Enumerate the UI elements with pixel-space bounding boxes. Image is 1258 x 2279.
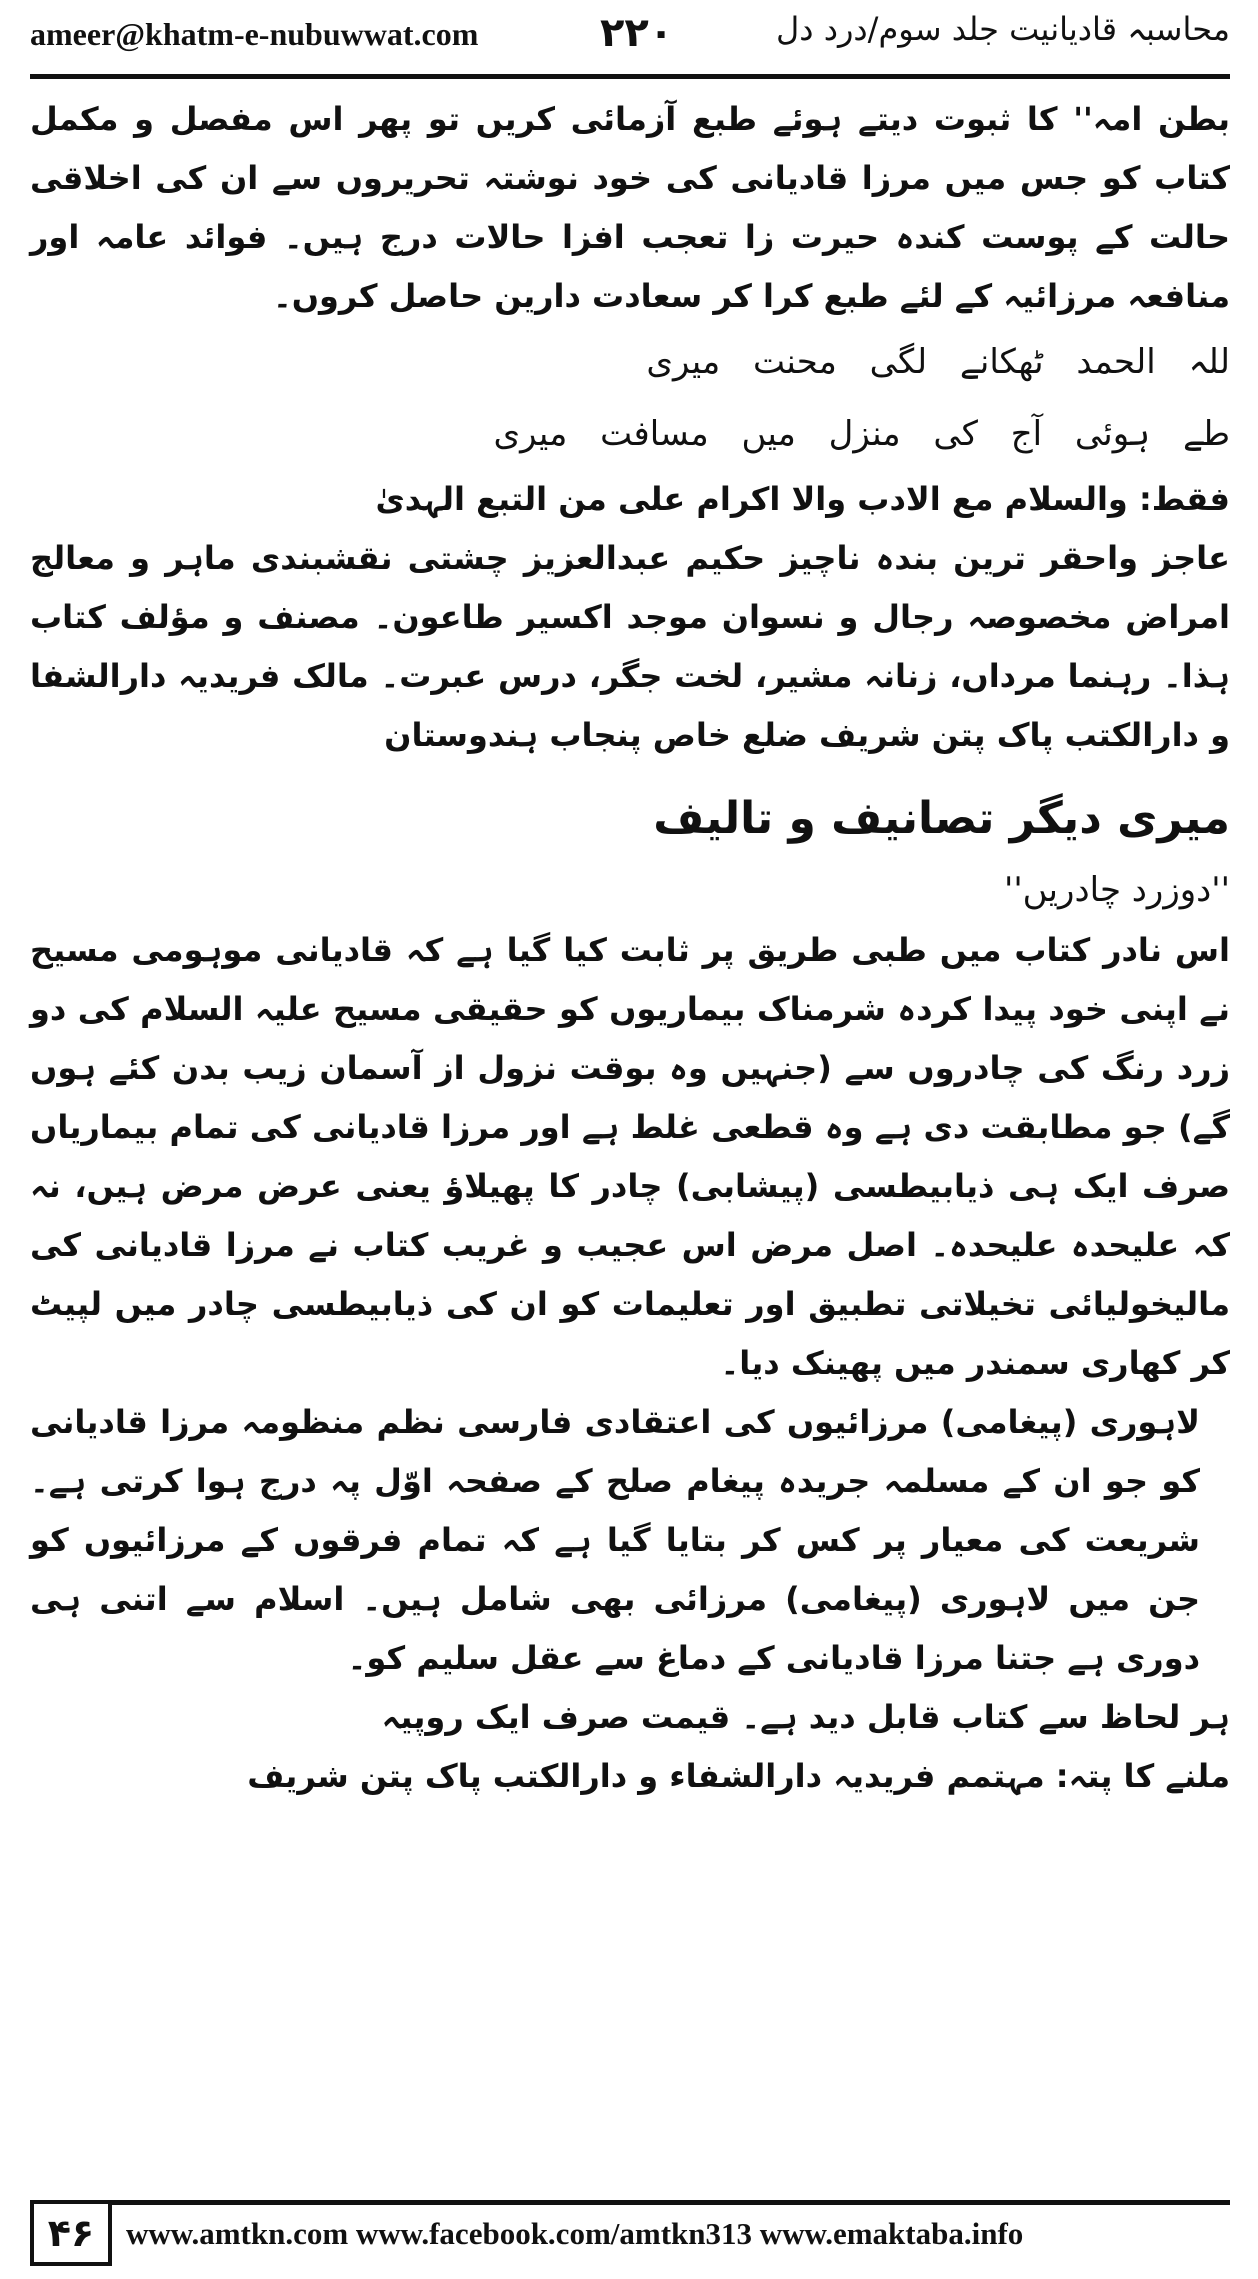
book-subheading: ''دوزرد چادریں'' [1003,870,1230,910]
footer-links: www.amtkn.com www.facebook.com/amtkn313 www.emaktaba.info [126,2216,1024,2251]
paragraph-book-description: اس نادر کتاب میں طبی طریق پر ثابت کیا گیا ہے کہ قادیانی موہومی مسیح نے اپنی خود پیدا کردہ شرمناک بیماریوں کو حقیقی مسیح علیہ السلام کی دو زرد رنگ کی چادروں سے (جنہیں وہ بوقت نزول از آسمان زیب بدن کئے ہوں گے) جو مطابقت دی ہے وہ قطعی غلط ہے اور مرزا قادیانی کی تمام بیماریاں صرف ایک ہی ذیابیطسی (پیشابی) چادر کا پھیلاؤ یعنی عرض مرض ہیں، نہ کہ علیحدہ علیحدہ۔ اصل مرض اس عجیب و غریب کتاب نے مرزا قادیانی کی مالیخولیائی تخیلاتی تطبیق اور تعلیمات کو ان کی ذیابیطسی چادر میں لپیٹ کر کھاری سمندر میں پھینک دیا۔ [30,931,1230,1382]
page-footer [30,2200,1230,2270]
header-book-title: محاسبہ قادیانیت جلد سوم/درد دل [776,10,1230,48]
paragraph-lahori: لاہوری (پیغامی) مرزائیوں کی اعتقادی فارسی نظم منظومہ مرزا قادیانی کو جو ان کے مسلمہ جریدہ پیغام صلح کے صفحہ اوّل پہ درج ہوا کرتی ہے۔ شریعت کی معیار پر کس کر بتایا گیا ہے کہ تمام فرقوں کے مرزائیوں کو جن میں لاہوری (پیغامی) مرزائی بھی شامل ہیں۔ اسلام سے اتنی ہی دوری ہے جتنا مرزا قادیانی کے دماغ سے عقل سلیم کو۔ [30,1403,1200,1677]
author-signature: عاجز واحقر ترین بندہ ناچیز حکیم عبدالعزیز چشتی نقشبندی ماہر و معالج امراض مخصوصہ رجال و نسوان موجد اکسیر طاعون۔ مصنف و مؤلف کتاب ہذا۔ رہنما مرداں، زنانہ مشیر، لخت جگر، درس عبرت۔ مالک فریدیہ دارالشفا و دارالکتب پاک پتن شریف ضلع خاص پنجاب ہندوستان [30,539,1230,754]
address-line: ملنے کا پتہ: مہتمم فریدیہ دارالشفاء و دارالکتب پاک پتن شریف [247,1757,1230,1795]
verse-line-2: طے ہوئی آج کی منزل میں مسافت میری [493,414,1230,454]
footer-rule [110,2200,1230,2205]
header-page-number: ۲۲۰ [600,10,674,56]
paragraph-intro: بطن امہ'' کا ثبوت دیتے ہوئے طبع آزمائی کریں تو پھر اس مفصل و مکمل کتاب کو جس میں مرزا قادیانی کی خود نوشتہ تحریروں سے ان کی اخلاقی حالت کے پوست کندہ حیرت زا تعجب افزا حالات درج ہیں۔ فوائد عامہ اور منافعہ مرزائیہ کے لئے طبع کرا کر سعادت دارین حاصل کروں۔ [30,100,1230,315]
salutation: فقط: والسلام مع الادب والا اکرام علی من التبع الہدیٰ [375,480,1230,518]
section-heading: میری دیگر تصانیف و تالیف [653,793,1230,844]
verse-line-1: للہ الحمد ٹھکانے لگی محنت میری [646,342,1230,382]
page-body [30,90,1230,2120]
header-email: ameer@khatm-e-nubuwwat.com [30,16,479,52]
footer-page-number: ۴۶ [30,2200,112,2266]
page-header [30,8,1230,70]
header-rule [30,74,1230,79]
price-line: ہر لحاظ سے کتاب قابل دید ہے۔ قیمت صرف ایک روپیہ [381,1698,1230,1736]
